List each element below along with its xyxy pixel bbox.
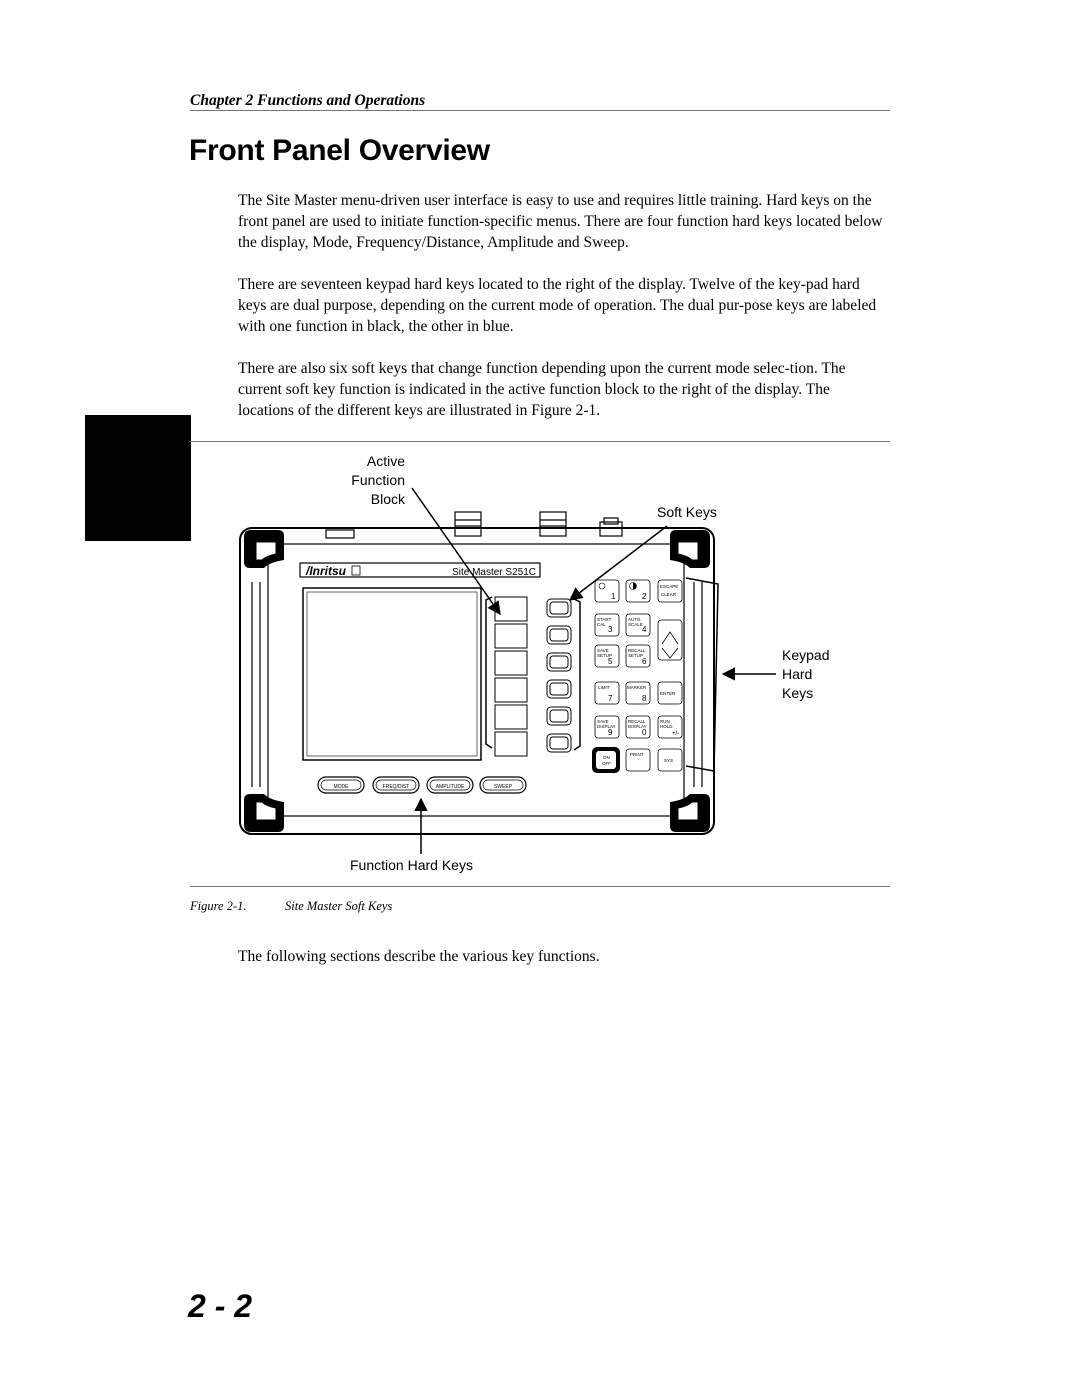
svg-text:3: 3 [608,625,613,634]
callout-leaders [412,488,776,854]
svg-text:2: 2 [642,592,647,601]
site-master-figure [190,442,890,886]
figure-title: Site Master Soft Keys [285,899,393,913]
svg-text:SETUP: SETUP [597,653,613,658]
svg-text:RECALL: RECALL [628,719,646,724]
page-number: 2 - 2 [188,1288,253,1324]
svg-text:AUTO: AUTO [628,617,641,622]
svg-text:HOLD: HOLD [660,724,673,729]
svg-text:ENTER: ENTER [660,691,676,696]
mode-key-label: MODE [333,784,349,790]
svg-text:MARKER: MARKER [627,685,647,690]
svg-text:+/-: +/- [672,731,680,737]
svg-text:0: 0 [642,728,647,737]
brand-logo: /Inritsu [306,564,347,578]
svg-text:DISPLAY: DISPLAY [628,724,647,729]
down-arrow-icon [662,648,678,658]
svg-text:CLEAR: CLEAR [661,592,677,597]
callout-function-hard-keys: Function Hard Keys [350,857,473,873]
keypad [592,580,682,773]
display-screen [303,588,481,760]
header-rule [190,110,890,111]
svg-text:START: START [597,617,612,622]
figure-caption [190,899,392,914]
chapter-header: Chapter 2 Functions and Operations [190,92,426,109]
svg-text:SCALE: SCALE [628,622,643,627]
sweep-key-label: SWEEP [493,784,513,790]
callout-active-line3: Block [370,491,405,507]
svg-text:RUN: RUN [660,719,670,724]
paragraph-keypad: There are seventeen keypad hard keys located to the right of the display. Twelve of the key-pad hard keys are dual purpose, depending on the current mode of operation. The dual pur-pose keys are labeled with one function in black, the other in blue. [238,276,877,335]
svg-text:DISPLAY: DISPLAY [597,724,616,729]
svg-text:SAVE: SAVE [597,719,609,724]
paragraph-intro: The Site Master menu-driven user interface is easy to use and requires little training. Hard keys on the front panel are used to initiate function-specific menus. There are four function hard keys located below the display, Mode, Frequency/Distance, Amplitude and Sweep. [238,192,883,251]
svg-text:ON: ON [603,755,610,760]
callout-keypad-line2: Hard [782,666,813,682]
svg-text:PRINT: PRINT [630,752,644,757]
svg-text:9: 9 [608,728,613,737]
svg-text:1: 1 [611,592,616,601]
svg-text:SYS: SYS [664,758,674,763]
soft-keys [547,599,571,752]
svg-text:SETUP: SETUP [628,653,644,658]
brand-band [300,563,540,578]
svg-text:5: 5 [608,657,613,666]
svg-text:4: 4 [642,625,647,634]
up-arrow-icon [662,632,678,644]
chapter-tab-marker [85,415,191,541]
svg-text:7: 7 [608,694,613,703]
svg-text:SAVE: SAVE [597,648,609,653]
svg-text:8: 8 [642,694,647,703]
paragraph-soft-keys: There are also six soft keys that change function depending upon the current mode selec-tion. The current soft key function is indicated in the active function block to the right of the display. The locations of the different keys are illustrated in Figure 2-1. [238,360,846,419]
svg-text:ESCAPE: ESCAPE [660,584,679,589]
function-hard-keys [318,777,526,793]
svg-text:6: 6 [642,657,647,666]
connectors [326,512,622,538]
callout-soft-keys: Soft Keys [657,504,717,520]
svg-text:LIMIT: LIMIT [598,685,610,690]
callout-keypad-line1: Keypad [782,647,830,663]
svg-text:OFF: OFF [602,761,611,766]
callout-keypad-line3: Keys [782,685,814,701]
closing-paragraph: The following sections describe the various key functions. [238,948,600,965]
freq-dist-key-label: FREQ/DIST [382,784,410,790]
backlight-icon [599,583,605,589]
figure-bottom-rule [190,886,890,887]
figure-number: Figure 2-1. [190,899,247,913]
amplitude-key-label: AMPLITUDE [435,784,465,790]
callout-active-line2: Function [351,472,405,488]
svg-text:CAL: CAL [597,622,606,627]
model-name: Site Master S251C [452,567,536,578]
callout-active-line1: Active [366,453,405,469]
svg-text:RECALL: RECALL [628,648,646,653]
page-title: Front Panel Overview [189,134,490,167]
active-function-block [495,597,527,756]
